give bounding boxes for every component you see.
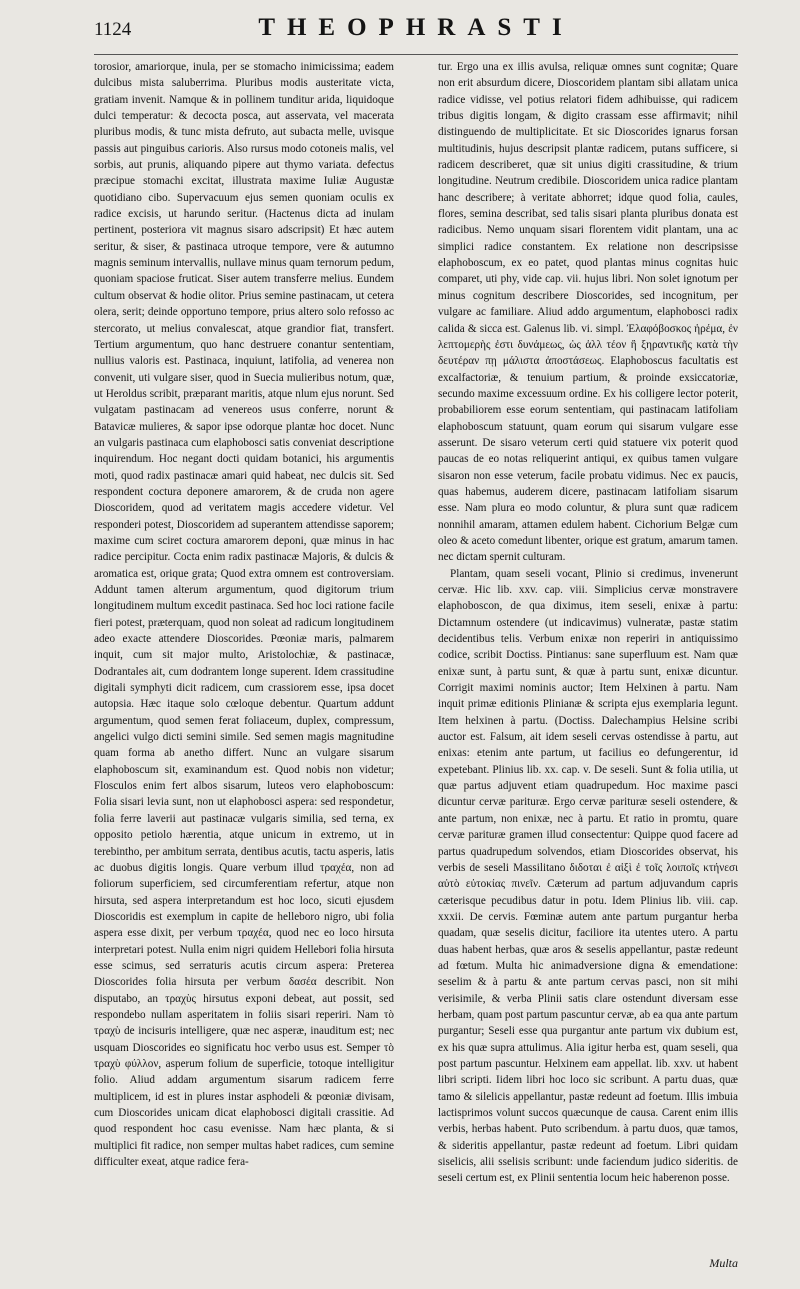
catchword: Multa [709,1256,738,1270]
page-number: 1124 [94,19,132,40]
paragraph: tur. Ergo una ex illis avulsa, reliquæ omnes sunt cognitæ; Quare non erit absurdum dicere, Dioscoridem plantam sibi allatam unica radice vidisse, vel potius relatori fidem adhibuisse, qui radicem tribus digitis longam, & digito crassam esse affirmavit; nihil distinguendo de multiplicitate. Et sic Dioscorides ignarus forsan multitudinis, hujus descripsit plantæ radicem, putans sufficere, si radicem describeret, quæ sit unius digiti crassitudine, & trium longitudine. Neutrum credibile. Dioscoridem unica radice plantam hanc describere; à veritate abhorret; idque quod folia, caules, flores, semina describat, sed talis sisari planta pluribus donata est radicibus. Nemo unquam sisari florentem vidit plantam, una ac simplici radice constantem. Ex relatione non descripsisse elaphoboscum, ex eo patet, quod plantas minus cognitas huic comparet, uti phy, vide cap. vii. hujus libri. Non solet ignotum per minus cognitum describere Dioscorides, sed incognitum, per vulgare ac familiare. Aliud addo argumentum, elaphobosci radix calida & sicca est. Galenus lib. vi. simpl. Ἐλαφόβοσκος ἠρέμα, ἐν λεπτομερὴς ἐστι δυνάμεως, ὡς ἀλλ τέον ἢ ξηραντικῆς κατὰ τὴν δευτέραν πῃ μάλιστα ἀποστάσεως. Elaphoboscus facultatis est excalfactoriæ, & tenuium partium, & proinde exsiccatoriæ, secundo maxime excessuum ordine. Ex his colligere lector poterit, probabiliorem esse eorum sententiam, qui pastinacam latifoliam elaphoboscum statuunt, quam eorum qui sisarum vulgare esse asserunt. De sisaro veterum certi quid statuere vix poterit quod paucas de eo notas reliquerint antiqui, ex quibus tamen vulgare sisaron non esse veterum, facile probatu vidimus. Nec ex paucis, quas habemus, auderem dicere, pastinacam latifoliam sisarum esse. Nam plura eo modo coluntur, & plura sunt quæ radicem nonnihil amaram, attamen edulem habent. Cichorium Belgæ cum oleo & aceto comedunt libenter, orique est gratum, amarum tamen. nec dictam spernit culturam. [438,61,738,564]
paragraph: Plantam, quam seseli vocant, Plinio si credimus, invenerunt cervæ. Hic lib. xxv. cap. viii. Simplicius cervæ monstravere elaphoboscon, de qua diximus, item seseli, enixæ à partu: Dictamnum ostendere (ut indicavimus) vulneratæ, pastæ statim decidentibus telis. Verbum enixæ non reperiri in antiquissimo codice, scribit Doctiss. Pintianus: sane superfluum est. Nam quæ enixæ sunt, à partu sunt, & quæ à partu sunt, enixæ dicuntur. Corrigit maximi nominis auctor; Item Helxinen à partu. Nam inquit primæ editionis Plinianæ & scripta ejus exemplaria legunt. Item helxinen à partu. (Doctiss. Dalechampius Helsine scribi auctor est. Falsum, ait idem seseli cervas ostendisse à partu, aut enixas: etenim ante partum, ut facilius eo defungerentur, id expetebant. Plinius lib. xx. cap. v. De seseli. Sunt & folia utilia, ut quæ partus adjuvent etiam quadrupedum. Hoc maxime pasci dicuntur cervæ parituræ. Ergo cervæ parituræ seseli ostendere, & ante partum, non enixæ, nec à partu. Et ratio in promtu, quare cervæ parituræ gramen illud consectentur: Quippe quod facere ad partus quadrupedum solvendos, etiam Dioscorides observat, his verbis de seseli Massilitano διδοται ἐ αἰξὶ ἐ τοῖς λοιποῖς κτήνεσι αὐτὸ εὐτοκίας πινεῖν. Cæterum ad partum adjuvandum capris cæterisque pecudibus datur in potu. Idem Plinius lib. viii. cap. xxxii. De cervis. Fœminæ autem ante partum purgantur herba quadam, quæ seselis dicitur, faciliore ita utentes utero. A partu duas habent herbas, quæ aros & seselis appellantur, pastæ redeunt ad fœtum. Multa hic animadversione digna & emendatione: seselim & à partu & ante partum cervas pasci, non sit mihi verisimile, & verba Plinii satis clare ostendunt diversam esse herbam, quam post partum pascuntur cervæ, ab ea qua ante partum purgantur; Seseli esse qua purgantur ante partum vix dubium est, ex his quæ supra attulimus. Alia igitur herba est, quam seseli, qua post partum pascuntur. Helxinem eam appellat. lib. xxv. ut habent libri scripti. Iidem libri hoc loco sic scribunt. A partu duas, quæ tamo & silelicis appellantur, pastæ redeunt ad foetum. Illis imbuia lactisprimos volunt succos quæcunque de causa. Carent enim illis verbis, herbas habent. Puto scribendum. à partu duos, quæ tamos, & sideritis appellantur, pastæ redeunt ad foetum. Libri quidam siselicis, alii sselisis scribunt: unde faciendum judico sideritis. de seseli certum est, ex Plinii sententia locum heic haberenon posse. [438,567,738,1185]
left-column [94,59,394,1187]
text-columns [94,59,738,1187]
page-header [94,14,738,55]
paragraph: torosior, amariorque, inula, per se stomacho inimicissima; eadem dulcibus mista saluberrima. Pluribus modis austeritate victa, gratiam invenit. Namque & in pollinem tunditur arida, liquidoque dulci temperatur: & decocta posca, aut asservata, vel macerata pluribus modis, & tunc mista defruto, aut subacta melle, uvisque passis aut pinguibus carioris. Also rursus modo cotoneis malis, vel sorbis, aut prunis, aliquando pipere aut thymo variata. defectus præcipue stomachi excitat, illustrata maxime Iuliæ Augustæ quotidiano cibo. Supervacuum ejus semen quoniam oculis ex radice excisis, ut harundo seritur. (Hactenus dicta ad inulam pertinent, posteriora vit magnus sisaro adscripsit) Et hæc autem seritur, & siser, & pastinaca utroque tempore, vere & autumno magnis seminum intervallis, nullave minus quam ternorum pedum, quoniam spaciose fruticat. Siser autem transferre melius. Eundem cultum observat & hodie olitor. Prius semine pastinacam, ut cetera olera, serit; deinde opportuno tempore, prius altero solo refosso ac stercorato, ut melius convalescat, atque grandior fiat, transfert. Tertium argumentum, quo hanc destruere conantur sententiam, nullius valoris est. Pastinaca, inquiunt, latifolia, ad venerea non convenit, uti vulgare siser, quod in Suecia mulieribus notum, quæ, ut Heroldus scribit, præparant maritis, atque nlum ejus norunt. Sed vulgatam pastinacam ad venereos usus conferre, norunt & Batavicæ mulieres, & sapor ipse odorque plantæ hoc docet. Nunc an vulgaris pastinaca cum elaphobosci satis conveniat descriptione inquirendum. Hoc negant docti quidam botanici, his argumentis moti, quod radix pastinacæ amari quid habeat, nec dulcis sit. Sed respondent coctura deponere amarorem, & de cruda non agere Dioscoridem, quod ad veritatem magis accedere videtur. Vel responderi potest, Dioscoridem ad superantem attendisse saporem; maxime cum sciret coctura amarorem deponi, quæ minus in hac radice percipitur. Cocta enim radix pastinacæ Majoris, & dulcis & aromatica est, orique grata; Quod extra omnem est controversiam. Addunt tamen alterum argumentum, quod digitorum trium longitudinem multum excedit pastinaca. Sed hoc loci ratione facile fieri potest, præterquam, quod non soleat ad radicum longitudinem adeo exacte attendere Dioscorides. Pœoniæ maris, palmarem inquit, cum sit major multo, Aristolochiæ, & pastinacæ, Dodrantales ait, cum dodrantem longe superent. Idem crassitudine digitali symphyti dicit radicem, cum crassiorem esse, ipsa docet autopsia. Hæc itaque solo cœloque debentur. Quartum addunt argumentum, quod semen ferat foliaceum, duplex, compressum, angelici vulgo dicti semini simile. Sed semen magis magnitudine quam forma ab anetho differt. Nunc an vulgare sisarum elaphoboscum sit, examinandum est. Quod nobis non videtur; Flosculos enim fert albos sisarum, luteos vero elaphoboscum: Folia sisari levia sunt, non ut elaphobosci aspera: sed respondetur, folia ferre laverii aut pastinacæ vulgaris similia, sed terna, ex opposito petiolo hærentia, atque unicum in extremo, ut in terebintho, per ambitum serrata, dentibus acutis, tactu asperis, latis ac duobus digitis longis. Quare verbum illud τραχέα, non ad foliorum superficiem, sed circumferentiam refertur, atque non hirsuta, sed aspera interpretandum est hoc loco, sicuti ejusdem Dioscoridis est exemplum in capite de helleboro nigro, ubi folia aspera esse dixit, per verbum τραχέα, quod nec eo loco hirsuta interpretari potest. Nulla enim nigri quidem Hellebori folia hirsuta esse scimus, sed serraturis acutis circum aspera: Preterea Dioscorides folia hirsuta per verbum δασέα describit. Non disputabo, an τραχὺς hirsutus exponi debeat, aut possit, sed respondebo nullam asperitatem in foliis sisari reperiri. Nam τὸ τραχὺ de incisuris intelligere, quæ nec asperæ, inauditum est; nec usquam Dioscorides eo significatu hoc verbo usus est. Semper τὸ τραχὺ φύλλον, asperum folium de superficie, totoque intelligitur folio. Aliud addam argumentum sisarum radicem ferre multiplicem, id est in plures instar asphodeli & pœoniæ divisam, cum Dioscorides unicam dicat elaphobosci digitali crassitie. Ad quod respondent hoc casu evenisse. Nam hæc planta, & si multiplici fit radice, non semper multas habet radices, cum semine difficulter exeat, atque radice fera- [94,61,394,1169]
running-title: THEOPHRASTI [258,14,574,41]
right-column [438,59,738,1187]
